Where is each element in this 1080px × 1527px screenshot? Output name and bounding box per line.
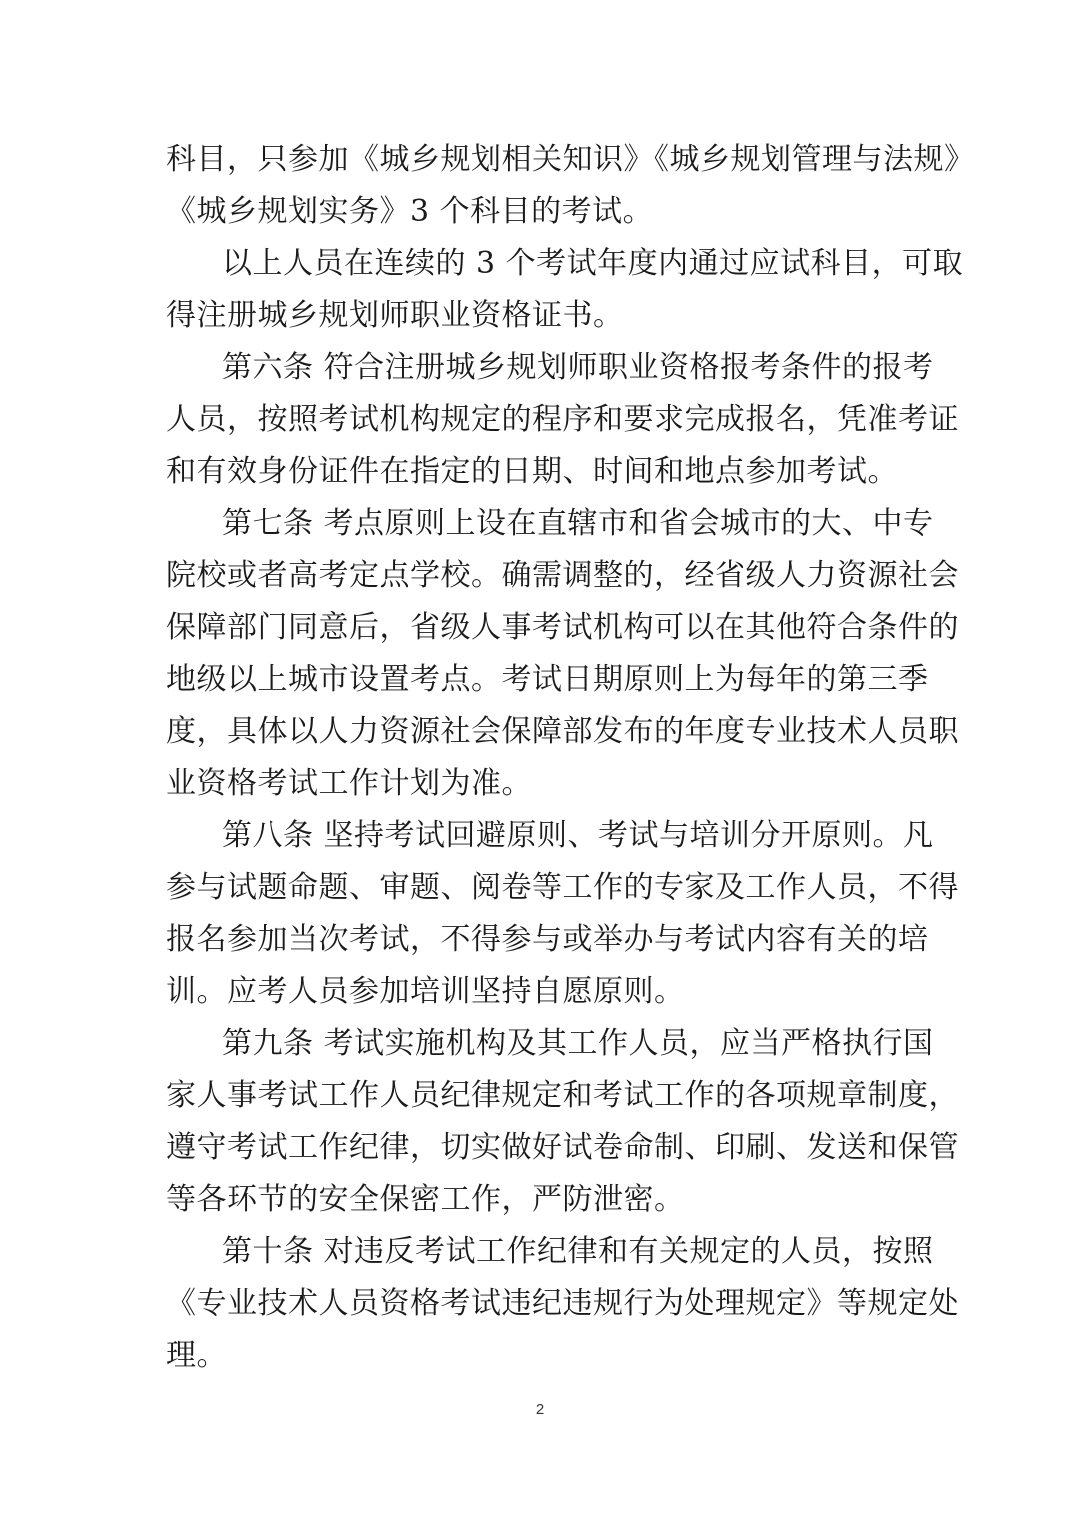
text-line: 《城乡规划实务》3 个科目的考试。 [166, 194, 654, 229]
text-line: 和有效身份证件在指定的日期、时间和地点参加考试。 [166, 454, 898, 489]
article-8-heading-line: 第八条 坚持考试回避原则、考试与培训分开原则。凡 [222, 818, 934, 853]
article-9-heading-line: 第九条 考试实施机构及其工作人员，应当严格执行国 [222, 1026, 934, 1061]
text-line: 保障部门同意后，省级人事考试机构可以在其他符合条件的 [166, 610, 959, 645]
text-line: 等各环节的安全保密工作，严防泄密。 [166, 1182, 685, 1217]
text-line: 院校或者高考定点学校。确需调整的，经省级人力资源社会 [166, 558, 959, 593]
article-6-heading-line: 第六条 符合注册城乡规划师职业资格报考条件的报考 [222, 350, 934, 385]
text-line: 训。应考人员参加培训坚持自愿原则。 [166, 974, 685, 1009]
text-line: 人员，按照考试机构规定的程序和要求完成报名，凭准考证 [166, 402, 959, 437]
paragraph-first-line: 以上人员在连续的 3 个考试年度内通过应试科目，可取 [222, 246, 964, 281]
text-line: 地级以上城市设置考点。考试日期原则上为每年的第三季 [166, 662, 929, 697]
text-line: 报名参加当次考试，不得参与或举办与考试内容有关的培 [166, 922, 929, 957]
text-line: 理。 [166, 1338, 227, 1373]
page-number: 2 [535, 1401, 545, 1418]
text-line: 科目，只参加《城乡规划相关知识》《城乡规划管理与法规》 [166, 142, 975, 177]
text-line: 参与试题命题、审题、阅卷等工作的专家及工作人员，不得 [166, 870, 959, 905]
text-line: 家人事考试工作人员纪律规定和考试工作的各项规章制度， [166, 1078, 959, 1113]
text-line: 得注册城乡规划师职业资格证书。 [166, 298, 624, 333]
text-line: 度，具体以人力资源社会保障部发布的年度专业技术人员职 [166, 714, 959, 749]
text-line: 遵守考试工作纪律，切实做好试卷命制、印刷、发送和保管 [166, 1130, 959, 1165]
article-7-heading-line: 第七条 考点原则上设在直辖市和省会城市的大、中专 [222, 506, 934, 541]
article-10-heading-line: 第十条 对违反考试工作纪律和有关规定的人员，按照 [222, 1234, 934, 1269]
text-line: 业资格考试工作计划为准。 [166, 766, 532, 801]
text-line: 《专业技术人员资格考试违纪违规行为处理规定》等规定处 [166, 1286, 959, 1321]
